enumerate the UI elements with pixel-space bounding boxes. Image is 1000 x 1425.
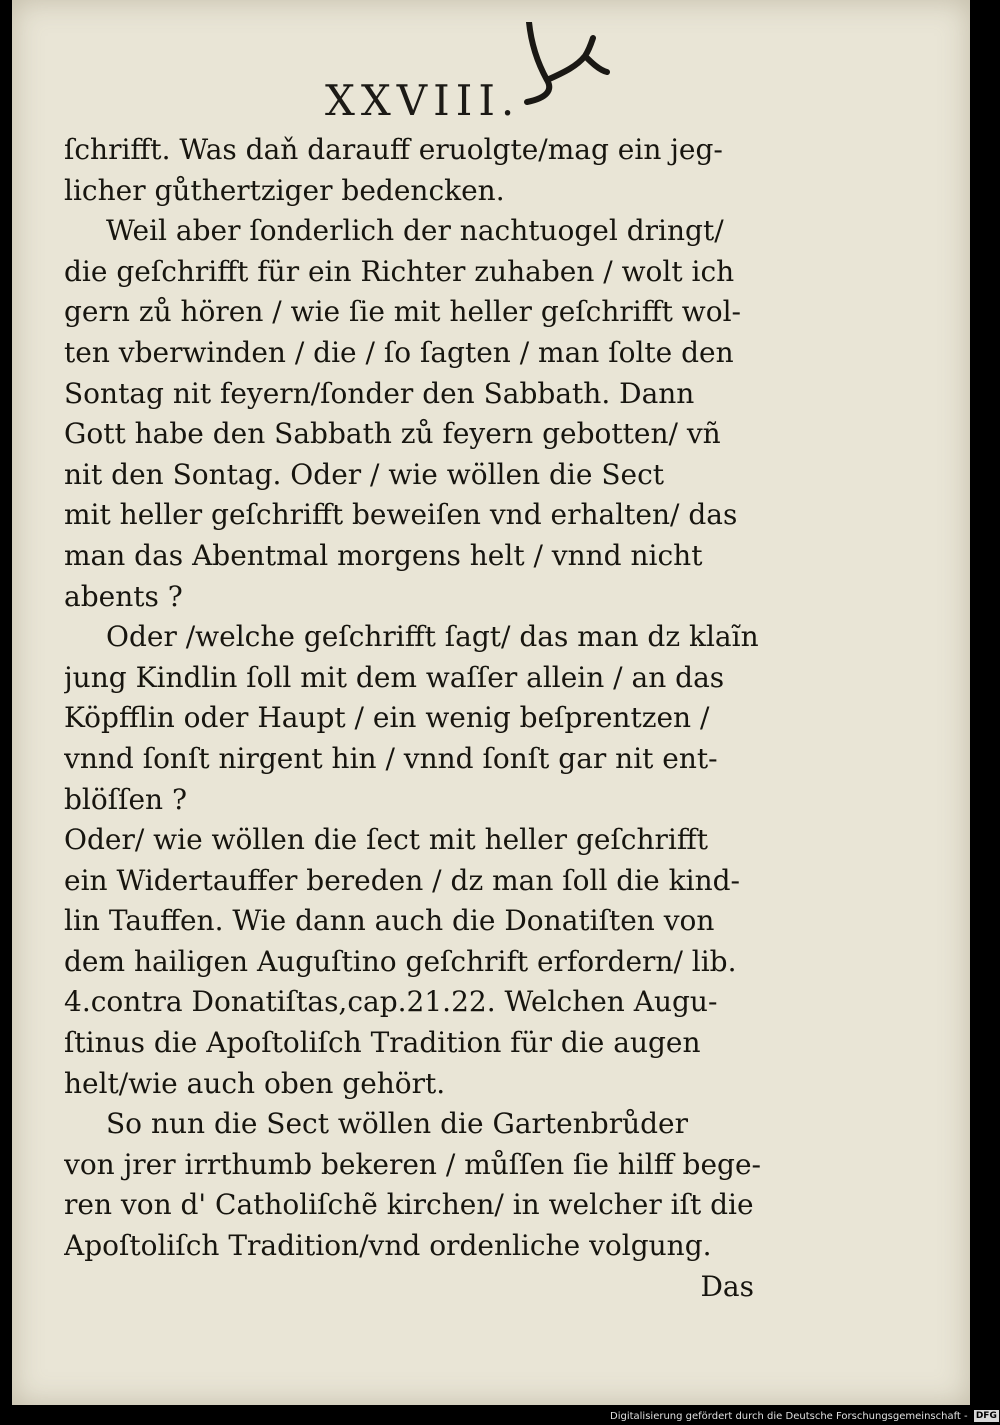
text-line: 4.contra Donatiſtas,cap.21.22. Welchen Augu-	[64, 985, 718, 1019]
footer-text: Digitalisierung gefördert durch die Deutsche Forschungsgemeinschaft -	[610, 1411, 968, 1422]
text-line: dem hailigen Auguſtino geſchrift erfordern/ lib.	[64, 944, 737, 978]
text-line: Apoſtoliſch Tradition/vnd ordenliche volgung.	[64, 1229, 712, 1263]
body-text	[64, 130, 774, 1307]
text-line: Weil aber ſonderlich der nachtuogel dringt/	[106, 214, 724, 248]
thread-fragment-image	[507, 22, 617, 122]
book-page	[12, 0, 970, 1405]
catchword: Das	[700, 1269, 754, 1303]
text-line: vnnd ſonſt nirgent hin / vnnd ſonſt gar nit ent-	[64, 741, 718, 775]
text-line: mit heller geſchrifft beweiſen vnd erhalten/ das	[64, 498, 738, 532]
text-line: abents ?	[64, 579, 183, 613]
text-line: helt/wie auch oben gehört.	[64, 1066, 446, 1100]
text-line: lin Tauffen. Wie dann auch die Donatiſten von	[64, 904, 715, 938]
text-line: Sontag nit feyern/ſonder den Sabbath. Dann	[64, 376, 695, 410]
text-line: von jrer irrthumb bekeren / můſſen ſie hilff bege-	[64, 1147, 761, 1181]
text-line: gern zů hören / wie ſie mit heller geſchrifft wol-	[64, 295, 742, 329]
folio-number: XXVIII.	[325, 76, 521, 125]
text-line: jung Kindlin ſoll mit dem waſſer allein / an das	[64, 660, 725, 694]
text-line: ren von d' Catholiſchẽ kirchen/ in welcher iſt die	[64, 1188, 754, 1222]
text-line: Oder /welche geſchrifft ſagt/ das man dz klaĩn	[106, 620, 759, 654]
text-line: ſtinus die Apoſtoliſch Tradition für die augen	[64, 1026, 701, 1060]
text-line: nit den Sontag. Oder / wie wöllen die Sect	[64, 457, 665, 491]
text-line: Gott habe den Sabbath zů feyern gebotten/ vñ	[64, 417, 721, 451]
text-line: blöſſen ?	[64, 782, 187, 816]
dfg-logo: DFG	[975, 1411, 997, 1421]
text-line: licher gůthertziger bedencken.	[64, 173, 505, 207]
text-line: So nun die Sect wöllen die Gartenbrůder	[106, 1107, 688, 1141]
text-line: ein Widertauffer bereden / dz man ſoll die kind-	[64, 863, 740, 897]
text-line: ten vberwinden / die / ſo ſagten / man ſolte den	[64, 335, 734, 369]
text-line: Oder/ wie wöllen die ſect mit heller geſchrifft	[64, 823, 708, 857]
text-line: ſchrifft. Was daň darauff eruolgte/mag ein jeg-	[64, 133, 723, 166]
text-line: die geſchrifft für ein Richter zuhaben / wolt ich	[64, 254, 735, 288]
text-line: man das Abentmal morgens helt / vnnd nicht	[64, 538, 703, 572]
text-line: Köpfflin oder Haupt / ein wenig beſprentzen /	[64, 701, 710, 735]
digitization-footer	[610, 1408, 1000, 1425]
